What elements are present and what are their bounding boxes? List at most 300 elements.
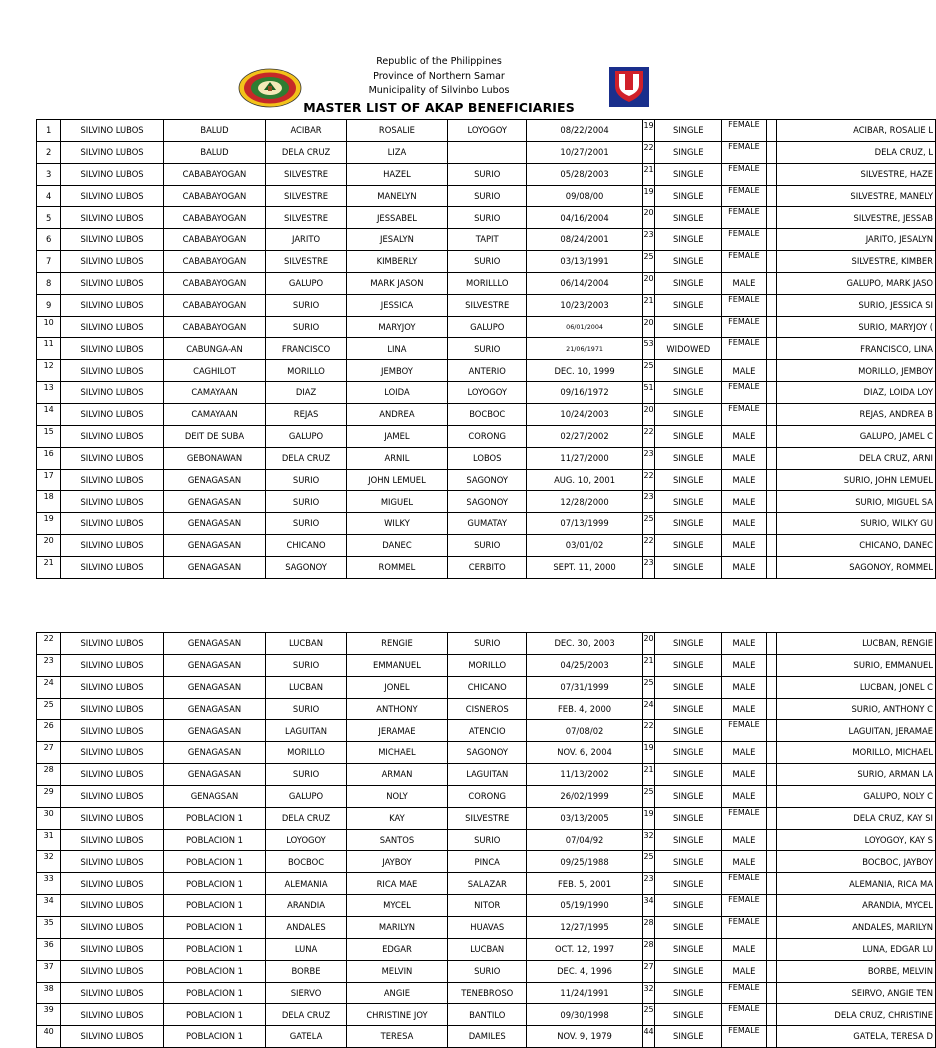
- municipality-cell: SILVINO LUBOS: [61, 938, 163, 960]
- table-row: [37, 676, 936, 698]
- last-name-cell: ACIBAR: [266, 120, 347, 142]
- birthdate-cell: 03/01/02: [527, 535, 642, 557]
- first-name-cell: JESALYN: [346, 229, 447, 251]
- table-row: [37, 720, 936, 742]
- first-name-cell: JEMBOY: [346, 360, 447, 382]
- birthdate-cell: DEC. 10, 1999: [527, 360, 642, 382]
- blank-cell: [766, 294, 776, 316]
- birthdate-cell: 12/27/1995: [527, 916, 642, 938]
- middle-name-cell: BANTILO: [448, 1004, 527, 1026]
- row-number: 28: [37, 764, 61, 786]
- full-name-cell: DELA CRUZ, L: [777, 141, 936, 163]
- last-name-cell: DIAZ: [266, 382, 347, 404]
- table-row: [37, 916, 936, 938]
- first-name-cell: SANTOS: [346, 829, 447, 851]
- age-cell: 23: [642, 447, 655, 469]
- sex-cell: MALE: [722, 556, 767, 578]
- blank-cell: [766, 447, 776, 469]
- first-name-cell: JESSABEL: [346, 207, 447, 229]
- sex-cell: MALE: [722, 676, 767, 698]
- municipality-cell: SILVINO LUBOS: [61, 513, 163, 535]
- blank-cell: [766, 720, 776, 742]
- sex-cell: FEMALE: [722, 163, 767, 185]
- civil-status-cell: SINGLE: [655, 829, 722, 851]
- birthdate-cell: 06/14/2004: [527, 272, 642, 294]
- municipality-cell: SILVINO LUBOS: [61, 360, 163, 382]
- table-row: [37, 272, 936, 294]
- middle-name-cell: SAGONOY: [448, 491, 527, 513]
- first-name-cell: MIGUEL: [346, 491, 447, 513]
- sex-cell: FEMALE: [722, 229, 767, 251]
- municipality-cell: SILVINO LUBOS: [61, 982, 163, 1004]
- birthdate-cell: 08/22/2004: [527, 120, 642, 142]
- blank-cell: [766, 272, 776, 294]
- first-name-cell: ANGIE: [346, 982, 447, 1004]
- civil-status-cell: SINGLE: [655, 785, 722, 807]
- row-number: 5: [37, 207, 61, 229]
- blank-cell: [766, 120, 776, 142]
- blank-cell: [766, 807, 776, 829]
- full-name-cell: SURIO, MARYJOY (: [777, 316, 936, 338]
- birthdate-cell: 11/27/2000: [527, 447, 642, 469]
- sex-cell: FEMALE: [722, 294, 767, 316]
- middle-name-cell: SURIO: [448, 207, 527, 229]
- table-row: [37, 807, 936, 829]
- first-name-cell: NOLY: [346, 785, 447, 807]
- age-cell: 20: [642, 272, 655, 294]
- sex-cell: FEMALE: [722, 338, 767, 360]
- table-row: [37, 633, 936, 655]
- municipality-cell: SILVINO LUBOS: [61, 229, 163, 251]
- table-row: [37, 960, 936, 982]
- full-name-cell: SILVESTRE, HAZE: [777, 163, 936, 185]
- age-cell: 28: [642, 916, 655, 938]
- sex-cell: MALE: [722, 742, 767, 764]
- middle-name-cell: DAMILES: [448, 1026, 527, 1048]
- birthdate-cell: FEB. 4, 2000: [527, 698, 642, 720]
- age-cell: 20: [642, 403, 655, 425]
- table-row: [37, 251, 936, 273]
- blank-cell: [766, 491, 776, 513]
- sex-cell: MALE: [722, 513, 767, 535]
- last-name-cell: SURIO: [266, 316, 347, 338]
- age-cell: 20: [642, 633, 655, 655]
- last-name-cell: LUCBAN: [266, 633, 347, 655]
- last-name-cell: BOCBOC: [266, 851, 347, 873]
- middle-name-cell: LAGUITAN: [448, 764, 527, 786]
- birthdate-cell: 10/27/2001: [527, 141, 642, 163]
- table-row: [37, 163, 936, 185]
- middle-name-cell: CORONG: [448, 785, 527, 807]
- municipality-cell: SILVINO LUBOS: [61, 556, 163, 578]
- barangay-cell: BALUD: [163, 120, 265, 142]
- table-row: [37, 425, 936, 447]
- row-number: 23: [37, 654, 61, 676]
- sex-cell: MALE: [722, 633, 767, 655]
- age-cell: 23: [642, 556, 655, 578]
- municipality-cell: SILVINO LUBOS: [61, 207, 163, 229]
- age-cell: 25: [642, 1004, 655, 1026]
- last-name-cell: ARANDIA: [266, 895, 347, 917]
- age-cell: 27: [642, 960, 655, 982]
- municipality-cell: SILVINO LUBOS: [61, 294, 163, 316]
- age-cell: 25: [642, 676, 655, 698]
- header-province: Province of Northern Samar: [373, 71, 505, 82]
- middle-name-cell: SURIO: [448, 633, 527, 655]
- birthdate-cell: 02/27/2002: [527, 425, 642, 447]
- age-cell: 32: [642, 829, 655, 851]
- sex-cell: FEMALE: [722, 141, 767, 163]
- last-name-cell: SILVESTRE: [266, 251, 347, 273]
- row-number: 35: [37, 916, 61, 938]
- barangay-cell: POBLACION 1: [163, 851, 265, 873]
- first-name-cell: ARMAN: [346, 764, 447, 786]
- middle-name-cell: SURIO: [448, 185, 527, 207]
- municipality-cell: SILVINO LUBOS: [61, 895, 163, 917]
- middle-name-cell: SURIO: [448, 829, 527, 851]
- sex-cell: FEMALE: [722, 895, 767, 917]
- birthdate-cell: 10/24/2003: [527, 403, 642, 425]
- last-name-cell: ALEMANIA: [266, 873, 347, 895]
- civil-status-cell: SINGLE: [655, 294, 722, 316]
- blank-cell: [766, 556, 776, 578]
- document-header: [0, 56, 768, 116]
- barangay-cell: GENAGASAN: [163, 698, 265, 720]
- last-name-cell: DELA CRUZ: [266, 141, 347, 163]
- civil-status-cell: SINGLE: [655, 229, 722, 251]
- full-name-cell: SAGONOY, ROMMEL: [777, 556, 936, 578]
- blank-cell: [766, 360, 776, 382]
- last-name-cell: SURIO: [266, 294, 347, 316]
- last-name-cell: MORILLO: [266, 742, 347, 764]
- table-row: [37, 764, 936, 786]
- age-cell: 19: [642, 742, 655, 764]
- birthdate-cell: 11/24/1991: [527, 982, 642, 1004]
- table-row: [37, 229, 936, 251]
- full-name-cell: DIAZ, LOIDA LOY: [777, 382, 936, 404]
- middle-name-cell: HUAVAS: [448, 916, 527, 938]
- barangay-cell: POBLACION 1: [163, 829, 265, 851]
- civil-status-cell: SINGLE: [655, 535, 722, 557]
- last-name-cell: DELA CRUZ: [266, 807, 347, 829]
- age-cell: 32: [642, 982, 655, 1004]
- civil-status-cell: SINGLE: [655, 938, 722, 960]
- municipality-cell: SILVINO LUBOS: [61, 425, 163, 447]
- first-name-cell: JESSICA: [346, 294, 447, 316]
- birthdate-cell: NOV. 9, 1979: [527, 1026, 642, 1048]
- birthdate-cell: 04/25/2003: [527, 654, 642, 676]
- sex-cell: FEMALE: [722, 873, 767, 895]
- full-name-cell: ACIBAR, ROSALIE L: [777, 120, 936, 142]
- first-name-cell: MICHAEL: [346, 742, 447, 764]
- municipality-cell: SILVINO LUBOS: [61, 633, 163, 655]
- sex-cell: FEMALE: [722, 807, 767, 829]
- sex-cell: MALE: [722, 469, 767, 491]
- blank-cell: [766, 163, 776, 185]
- barangay-cell: POBLACION 1: [163, 916, 265, 938]
- civil-status-cell: SINGLE: [655, 654, 722, 676]
- last-name-cell: GALUPO: [266, 785, 347, 807]
- birthdate-cell: NOV. 6, 2004: [527, 742, 642, 764]
- full-name-cell: ARANDIA, MYCEL: [777, 895, 936, 917]
- age-cell: 23: [642, 229, 655, 251]
- last-name-cell: GALUPO: [266, 425, 347, 447]
- row-number: 11: [37, 338, 61, 360]
- age-cell: 22: [642, 535, 655, 557]
- municipality-cell: SILVINO LUBOS: [61, 851, 163, 873]
- middle-name-cell: SURIO: [448, 338, 527, 360]
- civil-status-cell: SINGLE: [655, 1004, 722, 1026]
- barangay-cell: POBLACION 1: [163, 1004, 265, 1026]
- sex-cell: MALE: [722, 272, 767, 294]
- barangay-cell: CABABAYOGAN: [163, 316, 265, 338]
- table-row: [37, 316, 936, 338]
- municipality-cell: SILVINO LUBOS: [61, 447, 163, 469]
- blank-cell: [766, 698, 776, 720]
- sex-cell: FEMALE: [722, 1004, 767, 1026]
- civil-status-cell: SINGLE: [655, 469, 722, 491]
- blank-cell: [766, 403, 776, 425]
- sex-cell: MALE: [722, 654, 767, 676]
- row-number: 1: [37, 120, 61, 142]
- age-cell: 25: [642, 360, 655, 382]
- municipality-cell: SILVINO LUBOS: [61, 676, 163, 698]
- barangay-cell: POBLACION 1: [163, 895, 265, 917]
- row-number: 34: [37, 895, 61, 917]
- barangay-cell: CABABAYOGAN: [163, 185, 265, 207]
- table-row: [37, 491, 936, 513]
- table-row: [37, 294, 936, 316]
- barangay-cell: GENAGASAN: [163, 720, 265, 742]
- table-row: [37, 360, 936, 382]
- middle-name-cell: TENEBROSO: [448, 982, 527, 1004]
- row-number: 12: [37, 360, 61, 382]
- first-name-cell: TERESA: [346, 1026, 447, 1048]
- full-name-cell: GALUPO, NOLY C: [777, 785, 936, 807]
- last-name-cell: SURIO: [266, 469, 347, 491]
- full-name-cell: JARITO, JESALYN: [777, 229, 936, 251]
- barangay-cell: POBLACION 1: [163, 960, 265, 982]
- blank-cell: [766, 207, 776, 229]
- middle-name-cell: SURIO: [448, 251, 527, 273]
- table-row: [37, 120, 936, 142]
- first-name-cell: ANTHONY: [346, 698, 447, 720]
- barangay-cell: POBLACION 1: [163, 807, 265, 829]
- age-cell: 34: [642, 895, 655, 917]
- middle-name-cell: GALUPO: [448, 316, 527, 338]
- municipality-cell: SILVINO LUBOS: [61, 120, 163, 142]
- age-cell: 23: [642, 873, 655, 895]
- first-name-cell: MYCEL: [346, 895, 447, 917]
- last-name-cell: SILVESTRE: [266, 185, 347, 207]
- last-name-cell: JARITO: [266, 229, 347, 251]
- full-name-cell: SURIO, WILKY GU: [777, 513, 936, 535]
- middle-name-cell: LOYOGOY: [448, 120, 527, 142]
- civil-status-cell: SINGLE: [655, 403, 722, 425]
- row-number: 26: [37, 720, 61, 742]
- full-name-cell: MORILLO, MICHAEL: [777, 742, 936, 764]
- birthdate-cell: 08/24/2001: [527, 229, 642, 251]
- first-name-cell: JAYBOY: [346, 851, 447, 873]
- municipality-cell: SILVINO LUBOS: [61, 491, 163, 513]
- first-name-cell: LINA: [346, 338, 447, 360]
- blank-cell: [766, 764, 776, 786]
- blank-cell: [766, 1004, 776, 1026]
- civil-status-cell: SINGLE: [655, 447, 722, 469]
- middle-name-cell: LOBOS: [448, 447, 527, 469]
- row-number: 9: [37, 294, 61, 316]
- municipality-cell: SILVINO LUBOS: [61, 764, 163, 786]
- birthdate-cell: 09/16/1972: [527, 382, 642, 404]
- table-row: [37, 785, 936, 807]
- blank-cell: [766, 425, 776, 447]
- middle-name-cell: CISNEROS: [448, 698, 527, 720]
- blank-cell: [766, 513, 776, 535]
- table-row: [37, 895, 936, 917]
- full-name-cell: GALUPO, JAMEL C: [777, 425, 936, 447]
- sex-cell: MALE: [722, 425, 767, 447]
- municipality-cell: SILVINO LUBOS: [61, 807, 163, 829]
- blank-cell: [766, 938, 776, 960]
- row-number: 29: [37, 785, 61, 807]
- row-number: 13: [37, 382, 61, 404]
- birthdate-cell: DEC. 4, 1996: [527, 960, 642, 982]
- municipality-cell: SILVINO LUBOS: [61, 141, 163, 163]
- barangay-cell: GENAGASAN: [163, 654, 265, 676]
- barangay-cell: GENAGASAN: [163, 513, 265, 535]
- table-row: [37, 403, 936, 425]
- middle-name-cell: ANTERIO: [448, 360, 527, 382]
- municipality-cell: SILVINO LUBOS: [61, 960, 163, 982]
- birthdate-cell: 05/19/1990: [527, 895, 642, 917]
- header-republic: Republic of the Philippines: [376, 56, 502, 67]
- civil-status-cell: SINGLE: [655, 556, 722, 578]
- barangay-cell: DEIT DE SUBA: [163, 425, 265, 447]
- sex-cell: FEMALE: [722, 382, 767, 404]
- barangay-cell: GENAGSAN: [163, 785, 265, 807]
- middle-name-cell: NITOR: [448, 895, 527, 917]
- first-name-cell: KIMBERLY: [346, 251, 447, 273]
- age-cell: 25: [642, 785, 655, 807]
- sex-cell: FEMALE: [722, 316, 767, 338]
- birthdate-cell: FEB. 5, 2001: [527, 873, 642, 895]
- row-number: 27: [37, 742, 61, 764]
- first-name-cell: JERAMAE: [346, 720, 447, 742]
- blank-cell: [766, 633, 776, 655]
- age-cell: 19: [642, 185, 655, 207]
- last-name-cell: DELA CRUZ: [266, 447, 347, 469]
- full-name-cell: LUCBAN, JONEL C: [777, 676, 936, 698]
- municipality-cell: SILVINO LUBOS: [61, 382, 163, 404]
- birthdate-cell: 10/23/2003: [527, 294, 642, 316]
- age-cell: 24: [642, 698, 655, 720]
- middle-name-cell: LOYOGOY: [448, 382, 527, 404]
- middle-name-cell: SURIO: [448, 960, 527, 982]
- middle-name-cell: SILVESTRE: [448, 807, 527, 829]
- municipality-cell: SILVINO LUBOS: [61, 742, 163, 764]
- civil-status-cell: SINGLE: [655, 382, 722, 404]
- birthdate-cell: 07/13/1999: [527, 513, 642, 535]
- table-row: [37, 654, 936, 676]
- blank-cell: [766, 873, 776, 895]
- blank-cell: [766, 185, 776, 207]
- first-name-cell: RENGIE: [346, 633, 447, 655]
- municipality-cell: SILVINO LUBOS: [61, 916, 163, 938]
- birthdate-cell: 04/16/2004: [527, 207, 642, 229]
- middle-name-cell: SURIO: [448, 163, 527, 185]
- blank-cell: [766, 251, 776, 273]
- age-cell: 21: [642, 294, 655, 316]
- age-cell: 25: [642, 513, 655, 535]
- table-row: [37, 698, 936, 720]
- first-name-cell: RICA MAE: [346, 873, 447, 895]
- full-name-cell: SURIO, ARMAN LA: [777, 764, 936, 786]
- barangay-cell: GENAGASAN: [163, 469, 265, 491]
- first-name-cell: EMMANUEL: [346, 654, 447, 676]
- age-cell: 51: [642, 382, 655, 404]
- last-name-cell: LUCBAN: [266, 676, 347, 698]
- table-row: [37, 982, 936, 1004]
- middle-name-cell: CORONG: [448, 425, 527, 447]
- birthdate-cell: 09/25/1988: [527, 851, 642, 873]
- sex-cell: FEMALE: [722, 720, 767, 742]
- last-name-cell: GALUPO: [266, 272, 347, 294]
- birthdate-cell: SEPT. 11, 2000: [527, 556, 642, 578]
- full-name-cell: DELA CRUZ, KAY SI: [777, 807, 936, 829]
- middle-name-cell: MORILLO: [448, 654, 527, 676]
- birthdate-cell: AUG. 10, 2001: [527, 469, 642, 491]
- first-name-cell: DANEC: [346, 535, 447, 557]
- sex-cell: MALE: [722, 785, 767, 807]
- blank-cell: [766, 676, 776, 698]
- civil-status-cell: SINGLE: [655, 807, 722, 829]
- table-row: [37, 382, 936, 404]
- birthdate-cell: 07/04/92: [527, 829, 642, 851]
- blank-cell: [766, 469, 776, 491]
- age-cell: 19: [642, 807, 655, 829]
- barangay-cell: GENAGASAN: [163, 764, 265, 786]
- barangay-cell: CABABAYOGAN: [163, 229, 265, 251]
- last-name-cell: SAGONOY: [266, 556, 347, 578]
- row-number: 33: [37, 873, 61, 895]
- blank-cell: [766, 982, 776, 1004]
- last-name-cell: SURIO: [266, 513, 347, 535]
- sex-cell: FEMALE: [722, 120, 767, 142]
- row-number: 20: [37, 535, 61, 557]
- last-name-cell: SURIO: [266, 764, 347, 786]
- table-row: [37, 513, 936, 535]
- row-number: 7: [37, 251, 61, 273]
- row-number: 38: [37, 982, 61, 1004]
- full-name-cell: SILVESTRE, JESSAB: [777, 207, 936, 229]
- full-name-cell: SURIO, EMMANUEL: [777, 654, 936, 676]
- civil-status-cell: SINGLE: [655, 764, 722, 786]
- first-name-cell: MANELYN: [346, 185, 447, 207]
- sex-cell: MALE: [722, 851, 767, 873]
- birthdate-cell: 03/13/2005: [527, 807, 642, 829]
- table-row: [37, 185, 936, 207]
- municipality-cell: SILVINO LUBOS: [61, 829, 163, 851]
- municipality-cell: SILVINO LUBOS: [61, 698, 163, 720]
- middle-name-cell: SALAZAR: [448, 873, 527, 895]
- barangay-cell: GENAGASAN: [163, 633, 265, 655]
- full-name-cell: REJAS, ANDREA B: [777, 403, 936, 425]
- table-row: [37, 938, 936, 960]
- sex-cell: FEMALE: [722, 982, 767, 1004]
- birthdate-cell: 26/02/1999: [527, 785, 642, 807]
- first-name-cell: JOHN LEMUEL: [346, 469, 447, 491]
- municipality-cell: SILVINO LUBOS: [61, 469, 163, 491]
